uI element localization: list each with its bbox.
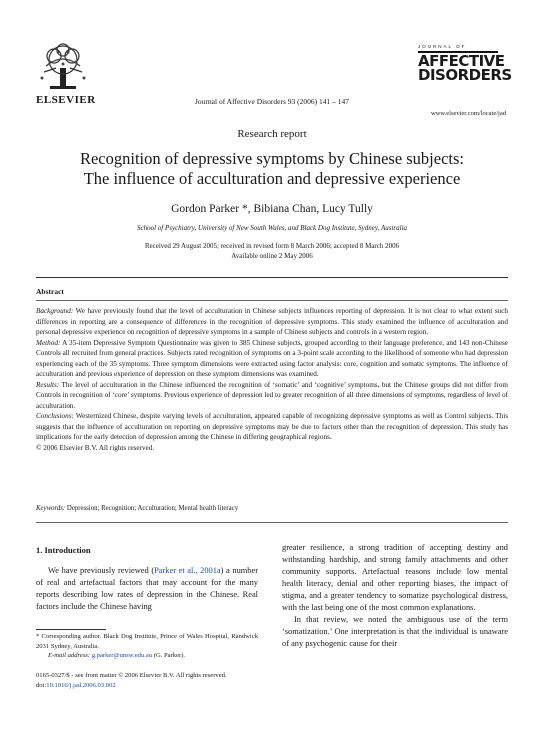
body-right-column [282,542,508,650]
intro-text-end: ) a number of real and artefactual factors that may account for the many reports describing low rates of depression in the Chinese. Real factors include the Chinese having [36,566,258,611]
journal-logo-small-text: JOURNAL OF [418,44,467,49]
conclusions-label: Conclusions: [36,412,74,420]
abstract-heading: Abstract [36,287,64,296]
intro-text-start: We have previously reviewed ( [48,566,155,575]
right-paragraph-1: greater resilience, a strong tradition of accepting destiny and withstanding hardship, and strong family attachments and other community supports. Artefactual reasons include low mental health literacy, denial and other reporting biases, the impact of stigma, and a greater tendency to somatize psychological distress, with the last being one of the most common explanations. [282,543,508,612]
doi-link[interactable]: 10.1016/j.jad.2006.03.002 [46,682,116,689]
footnote [36,632,258,661]
background-label: Background: [36,307,74,315]
doi-label: doi: [36,682,47,689]
keywords [36,505,238,512]
online-date: Available online 2 May 2006 [231,252,313,260]
journal-reference: Journal of Affective Disorders 93 (2006) 141 – 147 [195,97,349,106]
bottom-info [36,671,227,691]
publisher-name: ELSEVIER [36,94,96,106]
abstract-body [36,306,508,453]
method-text: A 35-item Depressive Symptom Questionnaire was given to 385 Chinese subjects, grouped according to their language preference, and 143 non-Chinese Controls all recruited from general practices. Subjects rated recognition of symptoms on a 3-point scale according to the likelihood of someone who had depression experiencing each of the 35 symptoms. Three symptom dimensions were extracted using factor analysis: core, cognition and somatic symptoms. The influence of acculturation and previous experience of depression on these symptom dimensions was examined. [36,338,508,378]
abstract-divider [36,300,508,301]
divider-top [36,277,508,278]
keywords-divider [36,522,508,523]
citation-link[interactable]: Parker et al., 2001a [154,566,221,575]
abstract-method [36,338,508,380]
abstract-copyright: © 2006 Elsevier B.V. All rights reserved. [36,443,155,452]
journal-logo-line2: DISORDERS [418,66,512,84]
method-label: Method: [36,338,61,347]
journal-logo-line1: AFFECTIVE [418,52,505,70]
footnote-divider [36,629,106,630]
title-line-1: Recognition of depressive symptoms by Chinese subjects: [79,149,465,168]
issn-line: 0165-0327/$ - see front matter © 2006 Elsevier B.V. All rights reserved. [36,672,227,679]
affiliation: School of Psychiatry, University of New South Wales, and Black Dog Institute, Sydney, Australia [136,224,408,232]
conclusions-text: Westernized Chinese, despite varying levels of acculturation, appeared capable of recognizing depressive symptoms as well as Control subjects. This suggests that the influence of acculturation on reporting on depressive symptoms may be due to factors other than the recognition of depression. This study has implications for the early detection of depression among the Chinese in differing geographical regions. [36,412,508,441]
journal-url[interactable]: www.elsevier.com/locate/jad [430,110,506,117]
article-title [40,149,504,189]
keywords-label: Keywords: [36,505,66,512]
section-heading: 1. Introduction [36,545,91,555]
results-text: The level of acculturation in the Chinese influenced the recognition of ‘somatic’ and ‘cognitive’ symptoms, but the Chinese groups did not differ from Controls in recognition of ‘core’ symptoms. Previous experience of depression led to greater recognition of all three dimensions of symptoms, regardless of level of acculturation. [36,380,508,410]
results-label: Results: [36,380,60,389]
article-type: Research report [237,128,307,140]
elsevier-tree-logo [36,42,90,92]
right-paragraph-2: In that review, we noted the ambiguous use of the term ‘somatization.’ One interpretation is that the individual is unaware of any psychogenic cause for their [282,615,508,648]
abstract-conclusions [36,411,508,443]
article-dates [0,241,544,261]
email-line [36,651,258,661]
email-suffix: (G. Parker). [153,652,186,659]
keywords-text: Depression; Recognition; Acculturation; Mental health literacy [66,505,239,512]
body-left-column [36,544,258,613]
authors: Gordon Parker *, Bibiana Chan, Lucy Tully [171,203,373,215]
received-dates: Received 29 August 2005; received in revised form 8 March 2006; accepted 8 March 2006 [144,242,400,250]
doi-line [36,681,227,691]
email-label: E-mail address: [48,652,91,659]
intro-paragraph [36,565,258,613]
abstract-results [36,380,508,412]
background-text: We have previously found that the level of acculturation in Chinese subjects influences reporting of depression. It is not clear to what extent such differences in reporting are a consequence of differences in the recognition of depressive symptoms. This study examined the influence of acculturation and personal depressive experience on recognition of depressive symptoms in a sample of Chinese subjects and controls in a western region. [36,307,508,336]
journal-logo [418,44,512,84]
title-line-2: The influence of acculturation and depressive experience [83,169,461,188]
email-link[interactable]: g.parker@unsw.edu.au [91,652,153,659]
abstract-background [36,306,508,338]
corresponding-author: * Corresponding author. Black Dog Institute, Prince of Wales Hospital, Randwick 2031 Sydney, Australia. [36,633,258,650]
